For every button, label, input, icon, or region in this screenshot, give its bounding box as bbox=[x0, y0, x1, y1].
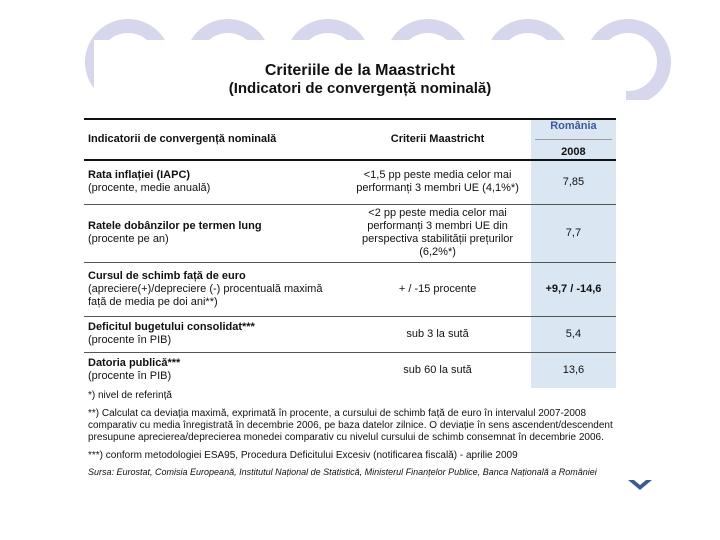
corner-logo-icon bbox=[626, 478, 654, 492]
romania-value: +9,7 / -14,6 bbox=[531, 262, 616, 316]
header-indicator: Indicatorii de convergență nominală bbox=[84, 119, 344, 160]
criteria-text: sub 60 la sută bbox=[403, 363, 472, 376]
footnote-exchange: **) Calculat ca deviația maximă, exprimată în procente, a cursului de schimb față de euro în intervalul 2007-2008 comparativ cu media înregistrată în decembrie 2006, pe baza datelor zilnice. O deviație în sens ascendent/descendent presupune aprecierea/deprecierea monedei comparativ cu nivelul cursului de schimb consemnat în decembrie 2006. bbox=[88, 408, 613, 443]
romania-value: 13,6 bbox=[531, 352, 616, 388]
header-country: România bbox=[550, 120, 597, 132]
indicator-unit: (procente în PIB) bbox=[88, 334, 172, 346]
table-row bbox=[84, 204, 616, 262]
table-row bbox=[84, 262, 616, 316]
footnotes bbox=[88, 390, 618, 484]
header-country-cell bbox=[531, 119, 616, 160]
header-year: 2008 bbox=[535, 139, 612, 159]
romania-value: 7,85 bbox=[531, 160, 616, 204]
indicator-name: Rata inflației (IAPC) bbox=[88, 169, 191, 182]
indicator-unit: (procente în PIB) bbox=[88, 370, 172, 383]
indicator-unit: (apreciere(+)/depreciere (-) procentuală maximă față de media pe doi ani**) bbox=[88, 282, 323, 308]
criteria-text: sub 3 la sută bbox=[344, 316, 531, 352]
table-row bbox=[84, 352, 616, 388]
criteria-text: <1,5 pp peste media celor mai performanți 3 membri UE (4,1%*) bbox=[344, 160, 531, 204]
indicator-unit: (procente pe an) bbox=[88, 233, 169, 245]
table-row bbox=[84, 160, 616, 204]
source-note: Sursa: Eurostat, Comisia Europeană, Institutul Național de Statistică, Ministerul Finanțelor Publice, Banca Națională a României bbox=[88, 467, 597, 477]
footnote-reference: *) nivel de referință bbox=[88, 390, 172, 401]
indicator-name: Cursul de schimb față de euro bbox=[88, 269, 246, 282]
table-row bbox=[84, 316, 616, 352]
indicator-name: Datoria publică*** bbox=[88, 357, 181, 370]
slide-subtitle: (Indicatori de convergență nominală) bbox=[228, 80, 492, 97]
criteria-table bbox=[84, 118, 616, 388]
table-header-row bbox=[84, 119, 616, 160]
romania-value: 5,4 bbox=[531, 316, 616, 352]
romania-value: 7,7 bbox=[531, 204, 616, 262]
footnote-esa: ***) conform metodologiei ESA95, Procedura Deficitului Excesiv (notificarea fiscală) - aprilie 2009 bbox=[88, 450, 518, 461]
criteria-text: + / -15 procente bbox=[344, 262, 531, 316]
indicator-unit: (procente, medie anuală) bbox=[88, 182, 211, 195]
criteria-text: <2 pp peste media celor mai performanți 3 membri UE din perspectiva stabilității prețurilor (6,2%*) bbox=[344, 204, 531, 262]
header-criteria: Criterii Maastricht bbox=[344, 119, 531, 160]
slide-title: Criteriile de la Maastricht bbox=[264, 62, 456, 79]
indicator-name: Deficitul bugetului consolidat*** bbox=[88, 321, 255, 333]
indicator-name: Ratele dobânzilor pe termen lung bbox=[88, 220, 262, 232]
